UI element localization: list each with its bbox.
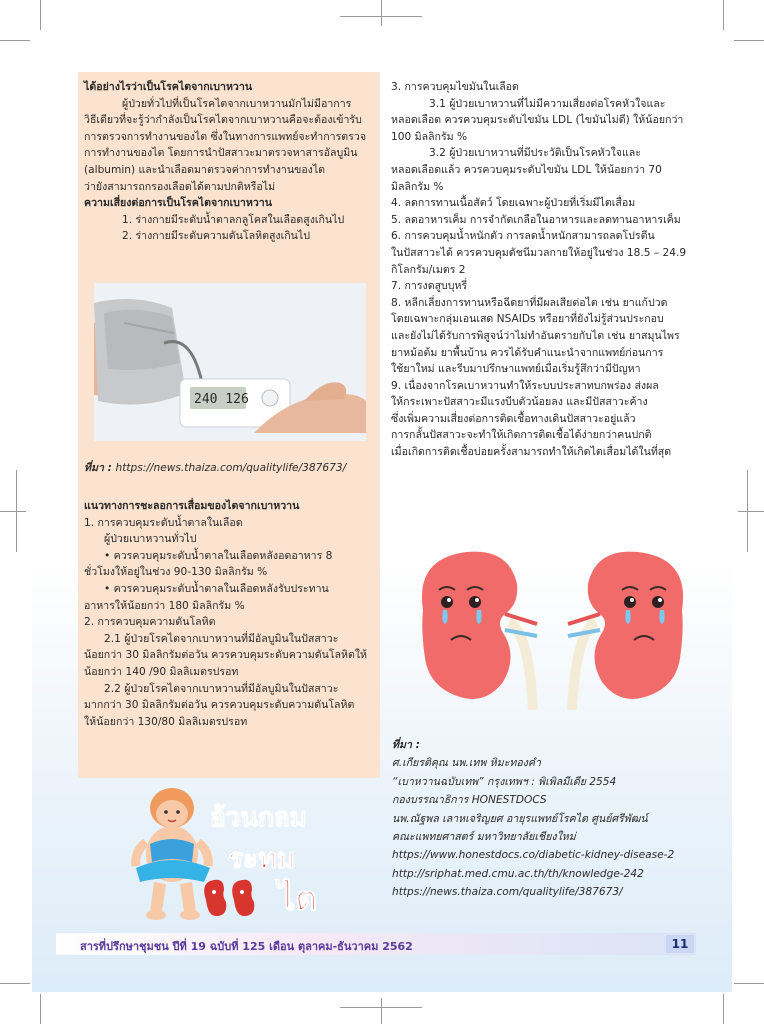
crop-mark: [723, 0, 724, 30]
guideline-bullet: • ควรควบคุมระดับน้ำตาลในเลือดหลังรับประทาน: [104, 582, 329, 595]
crop-mark: [738, 511, 764, 512]
guideline-item: 3. การควบคุมไขมันในเลือด: [391, 81, 519, 93]
logo-line-1: อ้วนกลม: [210, 803, 307, 833]
guideline-item-cont: เมื่อเกิดการติดเชื้อบ่อยครั้งสามารถทำให้เกิดไตเสื่อมได้ในที่สุด: [391, 446, 672, 459]
guideline-item: 9. เนื่องจากโรคเบาหวานทำให้ระบบประสาทบกพร่อง ส่งผล: [391, 379, 659, 392]
paragraph-line: วิธีเดียวที่จะรู้ว่ากำลังเป็นโรคไตจากเบาหวานคือจะต้องเข้ารับ: [84, 114, 362, 127]
logo-line-2: ระทม: [228, 842, 295, 875]
crop-mark: [723, 994, 724, 1024]
footer-publication: สารที่ปรึกษาชุมชน ปีที่ 19 ฉบับที่ 125 เดือน ตุลาคม-ธันวาคม 2562: [80, 940, 413, 953]
paragraph-line: การทำงานของไต โดยการนำปัสสาวะมาตรวจหาสารอัลบูมิน: [84, 147, 358, 160]
reference-item: คณะแพทยศาสตร์ มหาวิทยาลัยเชียงใหม่: [392, 831, 576, 844]
guideline-subitem: 2.2 ผู้ป่วยโรคไตจากเบาหวานที่มีอัลบูมินในปัสสาวะ: [104, 682, 339, 695]
crop-mark: [340, 1007, 422, 1008]
left-guidelines: [84, 498, 374, 730]
guideline-item-cont: ใช้ยาใหม่ และรีบมาปรึกษาแพทย์เมื่อเริ่มรู้สึกว่ามีปัญหา: [391, 363, 641, 376]
guideline-subitem-cont: หลอดเลือดแล้ว ควรควบคุมระดับไขมัน LDL ให้น้อยกว่า 70: [391, 163, 662, 176]
guideline-item: 8. หลีกเลี่ยงการทานหรือฉีดยาที่มีผลเสียต่อไต เช่น ยาแก้ปวด: [391, 296, 668, 309]
guideline-bullet: • ควรควบคุมระดับน้ำตาลในเลือดหลังอดอาหาร 8: [104, 549, 333, 562]
guideline-item-cont: กิโลกรัม/เมตร 2: [391, 263, 466, 276]
guideline-subitem: 3.2 ผู้ป่วยเบาหวานที่มีประวัติเป็นโรคหัวใจและ: [429, 147, 641, 160]
left-intro: [84, 79, 374, 245]
heading-diagnosis: ได้อย่างไรว่าเป็นโรคไตจากเบาหวาน: [84, 81, 253, 93]
guideline-item-cont: การกลั้นปัสสาวะจะทำให้เกิดการติดเชื้อได้ง่ายกว่าคนปกติ: [391, 429, 652, 442]
guideline-item: 6. การควบคุมน้ำหนักตัว การลดน้ำหนักสามารถลดโปรตีน: [391, 230, 655, 243]
guideline-item-cont: ในปัสสาวะได้ ควรควบคุมดัชนีมวลกายให้อยู่ในช่วง 18.5 – 24.9: [391, 246, 687, 259]
crop-mark: [40, 994, 41, 1024]
page-number: 11: [666, 935, 694, 953]
guideline-subitem-cont: ให้น้อยกว่า 130/80 มิลลิเมตรปรอท: [84, 715, 248, 728]
guideline-subitem-cont: หลอดเลือด ควรควบคุมระดับไขมัน LDL (ไขมันไม่ดี) ให้น้อยกว่า: [391, 114, 684, 127]
guideline-subitem-cont: มากกว่า 30 มิลลิกรัมต่อวัน ควรควบคุมระดับความดันโลหิต: [84, 699, 355, 712]
source-link[interactable]: https://news.thaiza.com/qualitylife/387673/: [115, 462, 347, 474]
crop-mark: [40, 0, 41, 30]
guideline-item: 2. การควบคุมความดันโลหิต: [84, 616, 216, 629]
references-label: ที่มา :: [392, 739, 420, 751]
guideline-bullet-cont: ชั่วโมงให้อยู่ในช่วง 90-130 มิลลิกรัม %: [84, 566, 268, 579]
blood-pressure-illustration: [94, 283, 366, 441]
risk-item: 2. ร่างกายมีระดับความดันโลหิตสูงเกินไป: [122, 230, 310, 243]
crop-mark: [340, 16, 422, 17]
crop-mark: [381, 998, 382, 1024]
reference-item: นพ.ณัฐพล เลาหเจริญยศ อายุรแพทย์โรคไต ศูนย์ศรีพัฒน์: [392, 812, 648, 825]
guideline-subitem: 2.1 ผู้ป่วยโรคไตจากเบาหวานที่มีอัลบูมินในปัสสาวะ: [104, 632, 339, 645]
crop-mark: [734, 40, 764, 41]
right-column: [391, 79, 689, 461]
guideline-subitem-cont: 100 มิลลิกรัม %: [391, 130, 468, 143]
heading-risk: ความเสี่ยงต่อการเป็นโรคไตจากเบาหวาน: [84, 197, 272, 210]
guideline-item-cont: โดยเฉพาะกลุ่มเอนเสด NSAIDs หรือยาที่ยังไม่รู้ส่วนประกอบ: [391, 313, 664, 326]
risk-item: 1. ร่างกายมีระดับน้ำตาลกลูโคสในเลือดสูงเกินไป: [122, 213, 345, 226]
paragraph-line: (albumin) และนำเลือดมาตรวจค่าการทำงานของไต: [84, 163, 326, 176]
reference-item: ศ.เกียรติคุณ นพ.เทพ หิมะทองคำ: [392, 757, 541, 770]
heading-guidelines: แนวทางการชะลอการเสื่อมของไตจากเบาหวาน: [84, 500, 300, 512]
reference-item: “เบาหวานฉบับเทพ” กรุงเทพฯ : พิเพิลมีเดีย 2554: [392, 775, 617, 788]
sad-kidneys-illustration: [405, 540, 700, 710]
reference-link[interactable]: https://www.honestdocs.co/diabetic-kidney-disease-2: [392, 849, 675, 862]
guideline-item: 7. การงดสูบบุหรี่: [391, 280, 468, 293]
guideline-item-cont: ซึ่งเพิ่มความเสี่ยงต่อการติดเชื้อทางเดินปัสสาวะอยู่แล้ว: [391, 412, 636, 425]
photo-source: [84, 460, 374, 476]
crop-mark: [381, 0, 382, 26]
guideline-subitem-cont: น้อยกว่า 30 มิลลิกรัมต่อวัน ควรควบคุมระดับความดันโลหิตให้: [84, 649, 368, 662]
guideline-subitem-cont: น้อยกว่า 140 /90 มิลลิเมตรปรอท: [84, 665, 239, 678]
mascot-logo: [130, 782, 330, 927]
reference-item: กองบรรณาธิการ HONESTDOCS: [392, 794, 547, 807]
blood-pressure-photo: [94, 283, 366, 441]
guideline-subitem: ผู้ป่วยเบาหวานทั่วไป: [104, 533, 197, 546]
paragraph-line: ผู้ป่วยทั่วไปที่เป็นโรคไตจากเบาหวานมักไม่มีอาการ: [122, 97, 352, 110]
paragraph-line: ว่ายังสามารถกรองเลือดได้ตามปกติหรือไม่: [84, 180, 276, 193]
guideline-subitem: 3.1 ผู้ป่วยเบาหวานที่ไม่มีความเสี่ยงต่อโรคหัวใจและ: [429, 97, 666, 110]
source-label: ที่มา :: [84, 462, 116, 474]
reference-link[interactable]: https://news.thaiza.com/qualitylife/387673/: [392, 886, 623, 899]
crop-mark: [0, 40, 30, 41]
guideline-item-cont: ให้กระเพาะปัสสาวะมีแรงบีบตัวน้อยลง และมีปัสสาวะค้าง: [391, 396, 648, 409]
references: [392, 736, 692, 902]
crop-mark: [0, 983, 30, 984]
crop-mark: [734, 983, 764, 984]
logo-line-3: ไต: [278, 879, 318, 919]
guideline-item-cont: ยาหม้อต้ม ยาพื้นบ้าน ควรได้รับคำแนะนำจากแพทย์ก่อนการ: [391, 346, 664, 359]
paragraph-line: การตรวจการทำงานของไต ซึ่งในทางการแพทย์จะทำการตรวจ: [84, 130, 367, 143]
bp-display: 240 126: [194, 392, 249, 407]
guideline-item: 5. ลดอาหารเค็ม การจำกัดเกลือในอาหารและลดทานอาหารเค็ม: [391, 213, 681, 226]
guideline-subitem-cont: มิลลิกรัม %: [391, 180, 444, 193]
reference-link[interactable]: http://sriphat.med.cmu.ac.th/th/knowledge-242: [392, 867, 644, 880]
crop-mark: [0, 511, 26, 512]
guideline-item: 1. การควบคุมระดับน้ำตาลในเลือด: [84, 516, 243, 529]
guideline-item-cont: และยังไม่ได้รับการพิสูจน์ว่าไม่ทำอันตรายกับไต เช่น ยาสมุนไพร: [391, 329, 680, 342]
guideline-item: 4. ลดการทานเนื้อสัตว์ โดยเฉพาะผู้ป่วยที่เริ่มมีไตเสื่อม: [391, 197, 636, 210]
guideline-bullet-cont: อาหารให้น้อยกว่า 180 มิลลิกรัม %: [84, 599, 245, 612]
